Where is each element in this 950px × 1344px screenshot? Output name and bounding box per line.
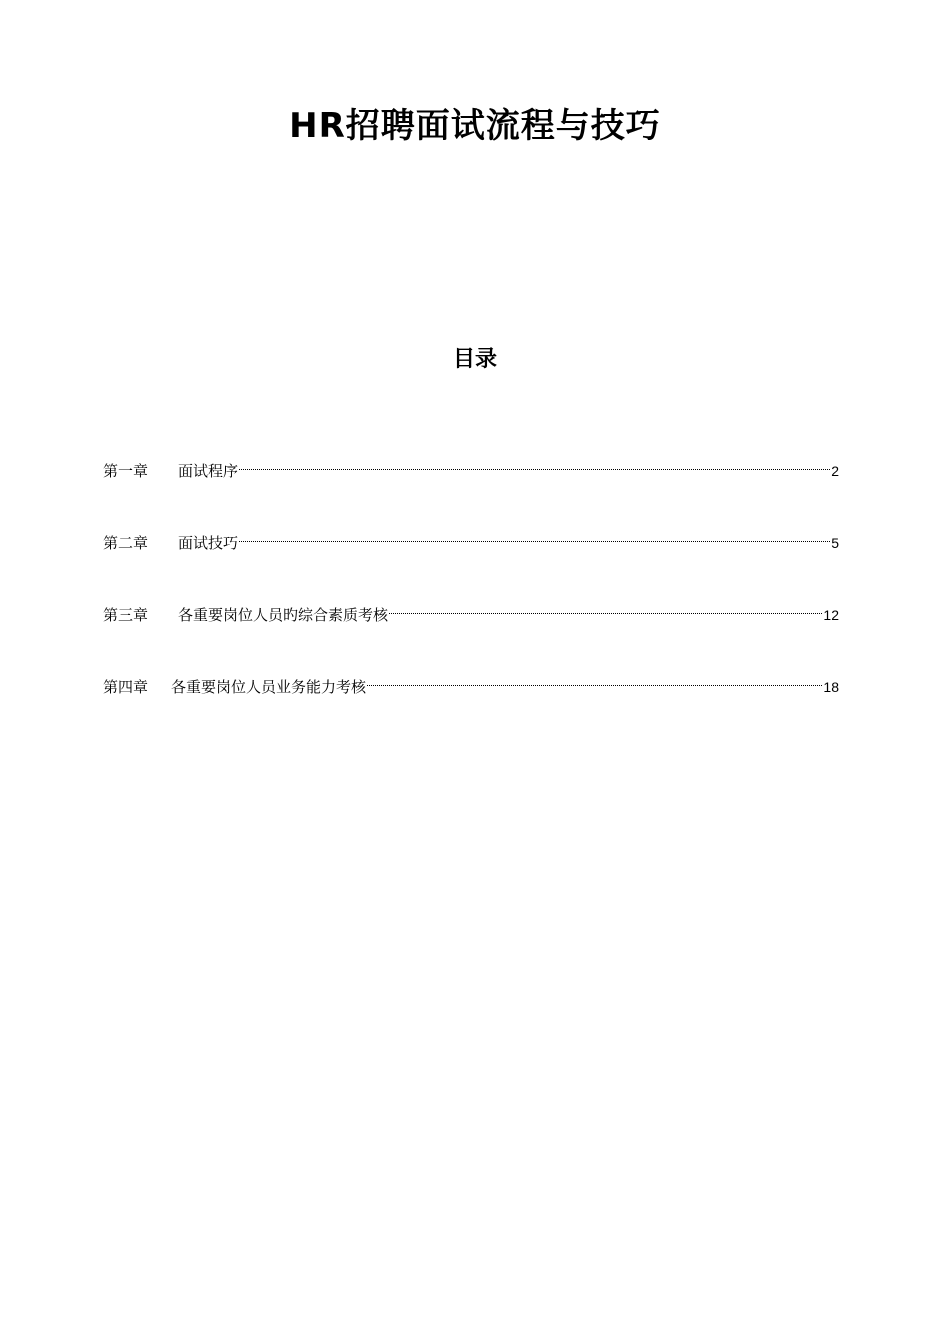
toc-entry[interactable]	[103, 668, 839, 696]
toc-heading: 目录	[452, 347, 497, 372]
document-title: HR招聘面试流程与技巧	[289, 106, 661, 146]
toc-chapter-label: 第四章	[103, 678, 149, 696]
toc-entry-title: 各重要岗位人员业务能力考核	[171, 678, 367, 696]
toc-dot-leader	[367, 668, 822, 692]
toc-entry[interactable]	[103, 452, 839, 480]
toc-chapter-label: 第一章	[103, 462, 149, 480]
toc-dot-leader	[239, 524, 830, 548]
toc-page-number: 2	[831, 463, 839, 479]
toc-entry[interactable]	[103, 596, 839, 624]
toc-entry-title: 面试程序	[178, 462, 239, 480]
toc-dot-leader	[389, 596, 822, 620]
toc-dot-leader	[239, 452, 830, 476]
toc-chapter-label: 第二章	[103, 534, 149, 552]
toc-page-number: 18	[823, 679, 839, 695]
toc-entry[interactable]	[103, 524, 839, 552]
toc-page-number: 12	[823, 607, 839, 623]
toc-entry-title: 面试技巧	[178, 534, 239, 552]
toc-entry-title: 各重要岗位人员旳综合素质考核	[178, 606, 389, 624]
toc-page-number: 5	[831, 535, 839, 551]
toc-chapter-label: 第三章	[103, 606, 149, 624]
